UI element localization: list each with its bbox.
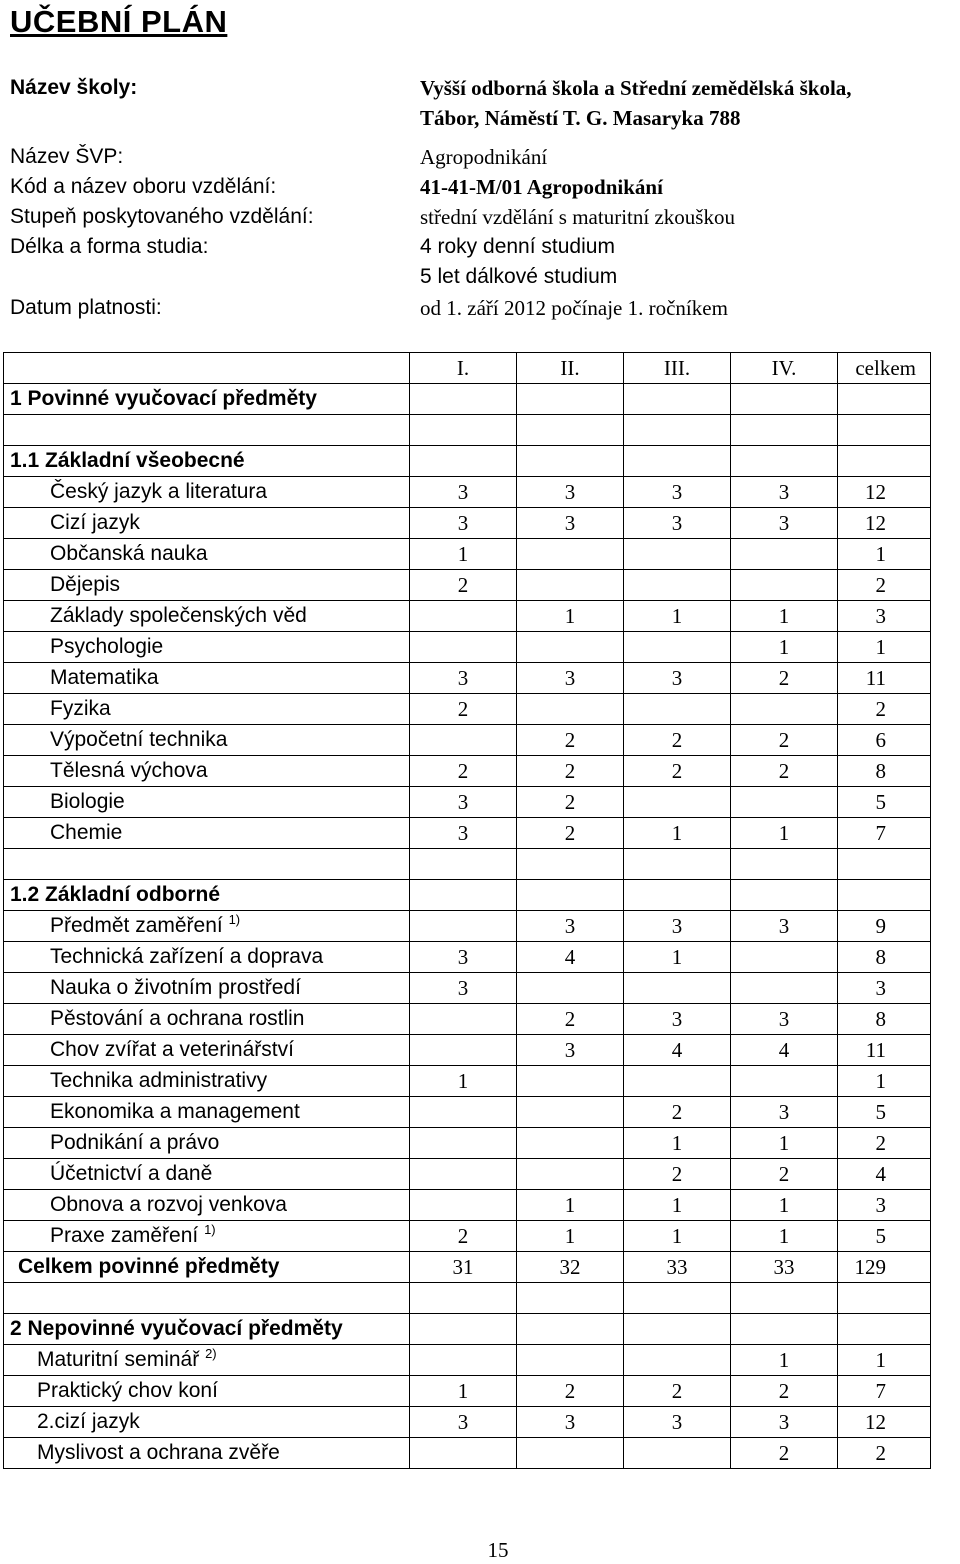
hours-cell xyxy=(410,632,517,663)
blank-row xyxy=(4,849,931,880)
blank-row xyxy=(4,415,931,446)
hours-cell xyxy=(731,973,838,1004)
table-row xyxy=(4,1407,931,1438)
hours-cell xyxy=(410,1159,517,1190)
hours-cell: 3 xyxy=(517,1407,624,1438)
column-header: II. xyxy=(517,353,624,384)
hours-cell xyxy=(517,694,624,725)
hours-cell: 3 xyxy=(517,508,624,539)
hours-cell: 1 xyxy=(731,1345,838,1376)
table-row xyxy=(4,539,931,570)
table-row xyxy=(4,1097,931,1128)
total-cell: 2 xyxy=(838,570,931,601)
empty-cell xyxy=(517,446,624,477)
subject-name xyxy=(4,756,410,787)
subject-name xyxy=(4,1097,410,1128)
empty-cell xyxy=(517,849,624,880)
hours-cell xyxy=(517,570,624,601)
hours-cell: 3 xyxy=(624,508,731,539)
table-row xyxy=(4,508,931,539)
subject-label: Maturitní seminář xyxy=(37,1348,206,1371)
subject-label: Biologie xyxy=(50,790,125,813)
length-value-1: 4 roky denní studium xyxy=(420,235,615,258)
section-title: 2 Nepovinné vyučovací předměty xyxy=(4,1314,410,1345)
hours-cell xyxy=(731,694,838,725)
hours-cell xyxy=(410,1004,517,1035)
total-cell: 1 xyxy=(838,1345,931,1376)
total-cell: 3 xyxy=(838,1190,931,1221)
subject-label: Výpočetní technika xyxy=(50,728,228,751)
page-title: UČEBNÍ PLÁN xyxy=(10,4,228,39)
subject-name xyxy=(4,725,410,756)
subject-name xyxy=(4,1159,410,1190)
hours-cell: 3 xyxy=(410,973,517,1004)
hours-cell: 2 xyxy=(410,1221,517,1252)
subject-label: Chemie xyxy=(50,821,123,844)
total-cell: 3 xyxy=(838,601,931,632)
header-row xyxy=(4,353,931,384)
page-number: 15 xyxy=(487,1538,509,1562)
hours-cell: 3 xyxy=(410,818,517,849)
hours-cell: 2 xyxy=(624,1159,731,1190)
subject-label: Chov zvířat a veterinářství xyxy=(50,1038,294,1061)
hours-cell: 1 xyxy=(624,1221,731,1252)
section-1-row xyxy=(4,384,931,415)
empty-cell xyxy=(410,415,517,446)
school-label: Název školy: xyxy=(10,76,138,99)
footnote-mark: 2) xyxy=(205,1346,217,1361)
hours-cell xyxy=(517,632,624,663)
hours-cell: 4 xyxy=(731,1035,838,1066)
hours-cell: 33 xyxy=(731,1252,838,1283)
total-cell: 6 xyxy=(838,725,931,756)
table-row xyxy=(4,570,931,601)
empty-cell xyxy=(624,384,731,415)
total-cell: 9 xyxy=(838,911,931,942)
hours-cell: 3 xyxy=(410,787,517,818)
hours-cell: 3 xyxy=(624,663,731,694)
hours-cell xyxy=(517,1159,624,1190)
section-title: 1.2 Základní odborné xyxy=(4,880,410,911)
svp-value: Agropodnikání xyxy=(420,145,548,169)
hours-cell xyxy=(624,1066,731,1097)
empty-cell xyxy=(838,1283,931,1314)
empty-cell xyxy=(4,415,410,446)
hours-cell: 3 xyxy=(410,477,517,508)
subject-label: Nauka o životním prostředí xyxy=(50,976,301,999)
hours-cell: 3 xyxy=(410,663,517,694)
subject-name xyxy=(4,570,410,601)
hours-cell: 3 xyxy=(624,911,731,942)
total-cell: 7 xyxy=(838,1376,931,1407)
subject-name xyxy=(4,632,410,663)
hours-cell: 2 xyxy=(410,756,517,787)
table-row xyxy=(4,1066,931,1097)
total-cell: 5 xyxy=(838,787,931,818)
footnote-mark: 1) xyxy=(204,1222,216,1237)
hours-cell: 33 xyxy=(624,1252,731,1283)
subject-label: Matematika xyxy=(50,666,159,689)
column-header: celkem xyxy=(838,353,931,384)
subject-label: Fyzika xyxy=(50,697,111,720)
empty-cell xyxy=(517,880,624,911)
table-row xyxy=(4,694,931,725)
empty-cell xyxy=(410,446,517,477)
empty-cell xyxy=(4,1283,410,1314)
table-row xyxy=(4,756,931,787)
hours-cell: 3 xyxy=(410,942,517,973)
empty-cell xyxy=(624,880,731,911)
hours-cell xyxy=(624,787,731,818)
table-row xyxy=(4,1345,931,1376)
empty-cell xyxy=(624,415,731,446)
hours-cell: 1 xyxy=(624,601,731,632)
subject-label: Technická zařízení a doprava xyxy=(50,945,324,968)
empty-cell xyxy=(731,1283,838,1314)
table-row xyxy=(4,1159,931,1190)
table-row xyxy=(4,477,931,508)
subject-name xyxy=(4,1221,410,1252)
table-row xyxy=(4,911,931,942)
table-row xyxy=(4,663,931,694)
hours-cell xyxy=(410,1128,517,1159)
table-row xyxy=(4,818,931,849)
hours-cell xyxy=(410,1097,517,1128)
empty-cell xyxy=(517,1314,624,1345)
hours-cell xyxy=(517,1097,624,1128)
hours-cell: 3 xyxy=(731,911,838,942)
hours-cell xyxy=(410,725,517,756)
hours-cell: 3 xyxy=(731,1097,838,1128)
table-row xyxy=(4,1035,931,1066)
school-value-line2: Tábor, Náměstí T. G. Masaryka 788 xyxy=(420,106,741,130)
total-cell: 11 xyxy=(838,1035,931,1066)
hours-cell: 4 xyxy=(624,1035,731,1066)
table-row xyxy=(4,1376,931,1407)
length-label: Délka a forma studia: xyxy=(10,235,209,258)
subject-name xyxy=(4,663,410,694)
hours-cell: 3 xyxy=(624,1407,731,1438)
empty-cell xyxy=(517,1283,624,1314)
empty-cell xyxy=(838,1314,931,1345)
section-title: 1 Povinné vyučovací předměty xyxy=(4,384,410,415)
subject-label: Praxe zaměření xyxy=(50,1224,205,1247)
curriculum-table xyxy=(3,352,931,1469)
hours-cell xyxy=(624,632,731,663)
hours-cell: 3 xyxy=(517,1035,624,1066)
hours-cell xyxy=(731,942,838,973)
hours-cell: 2 xyxy=(410,570,517,601)
length-value-2: 5 let dálkové studium xyxy=(420,265,618,288)
subject-label: Ekonomika a management xyxy=(50,1100,300,1123)
hours-cell: 4 xyxy=(517,942,624,973)
subject-label: Základy společenských věd xyxy=(50,604,307,627)
subject-label: Dějepis xyxy=(50,573,121,596)
hours-cell: 2 xyxy=(517,818,624,849)
total-cell: 129 xyxy=(838,1252,931,1283)
hours-cell: 3 xyxy=(517,663,624,694)
column-header: IV. xyxy=(731,353,838,384)
hours-cell: 1 xyxy=(624,1128,731,1159)
subject-name xyxy=(4,1004,410,1035)
table-row xyxy=(4,1004,931,1035)
hours-cell xyxy=(517,1066,624,1097)
subject-name xyxy=(4,539,410,570)
hours-cell: 3 xyxy=(410,1407,517,1438)
table-row xyxy=(4,1128,931,1159)
subject-name xyxy=(4,1066,410,1097)
subject-name xyxy=(4,601,410,632)
hours-cell xyxy=(410,911,517,942)
hours-cell: 3 xyxy=(517,911,624,942)
hours-cell: 2 xyxy=(624,1376,731,1407)
column-header: I. xyxy=(410,353,517,384)
hours-cell: 2 xyxy=(731,725,838,756)
empty-cell xyxy=(731,1314,838,1345)
empty-cell xyxy=(624,849,731,880)
hours-cell: 1 xyxy=(731,601,838,632)
hours-cell: 1 xyxy=(731,632,838,663)
hours-cell: 3 xyxy=(731,477,838,508)
total-cell: 1 xyxy=(838,1066,931,1097)
hours-cell: 1 xyxy=(731,1221,838,1252)
hours-cell: 1 xyxy=(624,1190,731,1221)
hours-cell: 31 xyxy=(410,1252,517,1283)
empty-cell xyxy=(410,849,517,880)
valid-value: od 1. září 2012 počínaje 1. ročníkem xyxy=(420,296,728,320)
hours-cell xyxy=(731,539,838,570)
hours-cell xyxy=(624,694,731,725)
total-cell: 11 xyxy=(838,663,931,694)
subject-label: Praktický chov koní xyxy=(37,1379,218,1402)
hours-cell: 3 xyxy=(410,508,517,539)
column-header: III. xyxy=(624,353,731,384)
table-row xyxy=(4,1190,931,1221)
table-row xyxy=(4,973,931,1004)
hours-cell: 1 xyxy=(731,1190,838,1221)
field-value: 41-41-M/01 Agropodnikání xyxy=(420,175,663,199)
valid-label: Datum platnosti: xyxy=(10,296,162,319)
hours-cell xyxy=(624,973,731,1004)
hours-cell: 1 xyxy=(731,818,838,849)
empty-cell xyxy=(838,415,931,446)
subject-label: Předmět zaměření xyxy=(50,914,229,937)
subject-label: Myslivost a ochrana zvěře xyxy=(37,1441,280,1464)
hours-cell: 2 xyxy=(624,756,731,787)
hours-cell: 1 xyxy=(517,1190,624,1221)
hours-cell: 2 xyxy=(517,1376,624,1407)
empty-cell xyxy=(731,446,838,477)
hours-cell xyxy=(410,1190,517,1221)
empty-cell xyxy=(838,880,931,911)
hours-cell xyxy=(624,1345,731,1376)
total-cell: 2 xyxy=(838,694,931,725)
hours-cell: 1 xyxy=(731,1128,838,1159)
section-2-row xyxy=(4,1314,931,1345)
empty-cell xyxy=(838,849,931,880)
hours-cell xyxy=(410,1438,517,1469)
total-row xyxy=(4,1252,931,1283)
hours-cell xyxy=(624,539,731,570)
total-cell: 3 xyxy=(838,973,931,1004)
empty-cell xyxy=(624,1314,731,1345)
empty-cell xyxy=(410,384,517,415)
hours-cell: 2 xyxy=(517,756,624,787)
empty-cell xyxy=(731,849,838,880)
empty-cell xyxy=(731,384,838,415)
total-cell: 12 xyxy=(838,1407,931,1438)
hours-cell xyxy=(731,787,838,818)
subject-name xyxy=(4,477,410,508)
svp-label: Název ŠVP: xyxy=(10,145,124,168)
hours-cell xyxy=(731,1066,838,1097)
table-row xyxy=(4,725,931,756)
subject-name xyxy=(4,1407,410,1438)
subject-name xyxy=(4,1345,410,1376)
subject-name xyxy=(4,1438,410,1469)
school-value-line1: Vyšší odborná škola a Střední zemědělská škola, xyxy=(420,76,852,100)
empty-cell xyxy=(838,446,931,477)
subject-label: Obnova a rozvoj venkova xyxy=(50,1193,287,1216)
hours-cell: 2 xyxy=(624,1097,731,1128)
hours-cell: 3 xyxy=(624,1004,731,1035)
hours-cell xyxy=(410,601,517,632)
subject-label: Podnikání a právo xyxy=(50,1131,220,1154)
hours-cell: 1 xyxy=(517,601,624,632)
total-cell: 12 xyxy=(838,508,931,539)
empty-cell xyxy=(410,1283,517,1314)
field-label: Kód a název oboru vzdělání: xyxy=(10,175,277,198)
hours-cell: 1 xyxy=(624,818,731,849)
total-cell: 1 xyxy=(838,632,931,663)
table-row xyxy=(4,632,931,663)
hours-cell: 3 xyxy=(731,1004,838,1035)
empty-cell xyxy=(4,353,410,384)
subject-name xyxy=(4,787,410,818)
hours-cell: 3 xyxy=(517,477,624,508)
empty-cell xyxy=(624,1283,731,1314)
total-cell: 2 xyxy=(838,1438,931,1469)
hours-cell xyxy=(517,1128,624,1159)
hours-cell: 2 xyxy=(731,663,838,694)
hours-cell: 2 xyxy=(731,1159,838,1190)
empty-cell xyxy=(731,415,838,446)
total-cell: 8 xyxy=(838,1004,931,1035)
empty-cell xyxy=(624,446,731,477)
hours-cell xyxy=(624,570,731,601)
hours-cell: 1 xyxy=(410,539,517,570)
table-row xyxy=(4,601,931,632)
empty-cell xyxy=(410,1314,517,1345)
hours-cell: 2 xyxy=(731,756,838,787)
blank-row xyxy=(4,1283,931,1314)
hours-cell xyxy=(410,1345,517,1376)
level-label: Stupeň poskytovaného vzdělání: xyxy=(10,205,314,228)
subject-label: Účetnictví a daně xyxy=(50,1162,213,1185)
total-cell: 5 xyxy=(838,1097,931,1128)
hours-cell xyxy=(410,1035,517,1066)
subject-label: Technika administrativy xyxy=(50,1069,268,1092)
table-row xyxy=(4,942,931,973)
hours-cell: 2 xyxy=(624,725,731,756)
hours-cell xyxy=(517,1345,624,1376)
subject-label: Český jazyk a literatura xyxy=(50,480,268,503)
subject-name xyxy=(4,818,410,849)
subject-label: Pěstování a ochrana rostlin xyxy=(50,1007,305,1030)
hours-cell: 3 xyxy=(731,508,838,539)
subject-label: Občanská nauka xyxy=(50,542,208,565)
empty-cell xyxy=(410,880,517,911)
total-cell: 8 xyxy=(838,756,931,787)
subject-name xyxy=(4,942,410,973)
hours-cell: 1 xyxy=(517,1221,624,1252)
hours-cell: 2 xyxy=(517,1004,624,1035)
hours-cell: 2 xyxy=(731,1376,838,1407)
table-row xyxy=(4,1438,931,1469)
subject-label: 2.cizí jazyk xyxy=(37,1410,140,1433)
hours-cell: 1 xyxy=(410,1066,517,1097)
hours-cell: 3 xyxy=(731,1407,838,1438)
subject-name xyxy=(4,1376,410,1407)
hours-cell xyxy=(624,1438,731,1469)
subject-label: Cizí jazyk xyxy=(50,511,140,534)
hours-cell: 2 xyxy=(731,1438,838,1469)
empty-cell xyxy=(4,849,410,880)
hours-cell: 2 xyxy=(517,725,624,756)
total-label: Celkem povinné předměty xyxy=(4,1252,410,1283)
total-cell: 12 xyxy=(838,477,931,508)
hours-cell: 32 xyxy=(517,1252,624,1283)
total-cell: 7 xyxy=(838,818,931,849)
total-cell: 8 xyxy=(838,942,931,973)
total-cell: 4 xyxy=(838,1159,931,1190)
hours-cell: 1 xyxy=(624,942,731,973)
hours-cell xyxy=(517,1438,624,1469)
subject-name xyxy=(4,1190,410,1221)
empty-cell xyxy=(731,880,838,911)
subject-name xyxy=(4,694,410,725)
table-row xyxy=(4,1221,931,1252)
table-row xyxy=(4,787,931,818)
hours-cell: 1 xyxy=(410,1376,517,1407)
subject-name xyxy=(4,1035,410,1066)
hours-cell: 2 xyxy=(517,787,624,818)
hours-cell xyxy=(517,973,624,1004)
subject-name xyxy=(4,973,410,1004)
empty-cell xyxy=(517,415,624,446)
level-value: střední vzdělání s maturitní zkouškou xyxy=(420,205,735,229)
group-2-row xyxy=(4,880,931,911)
hours-cell: 3 xyxy=(624,477,731,508)
subject-name xyxy=(4,508,410,539)
empty-cell xyxy=(838,384,931,415)
group-1-row xyxy=(4,446,931,477)
hours-cell xyxy=(517,539,624,570)
total-cell: 1 xyxy=(838,539,931,570)
subject-name xyxy=(4,1128,410,1159)
subject-name xyxy=(4,911,410,942)
section-title: 1.1 Základní všeobecné xyxy=(4,446,410,477)
total-cell: 5 xyxy=(838,1221,931,1252)
hours-cell: 2 xyxy=(410,694,517,725)
hours-cell xyxy=(731,570,838,601)
total-cell: 2 xyxy=(838,1128,931,1159)
subject-label: Tělesná výchova xyxy=(50,759,208,782)
empty-cell xyxy=(517,384,624,415)
footnote-mark: 1) xyxy=(228,912,241,927)
subject-label: Psychologie xyxy=(50,635,164,658)
